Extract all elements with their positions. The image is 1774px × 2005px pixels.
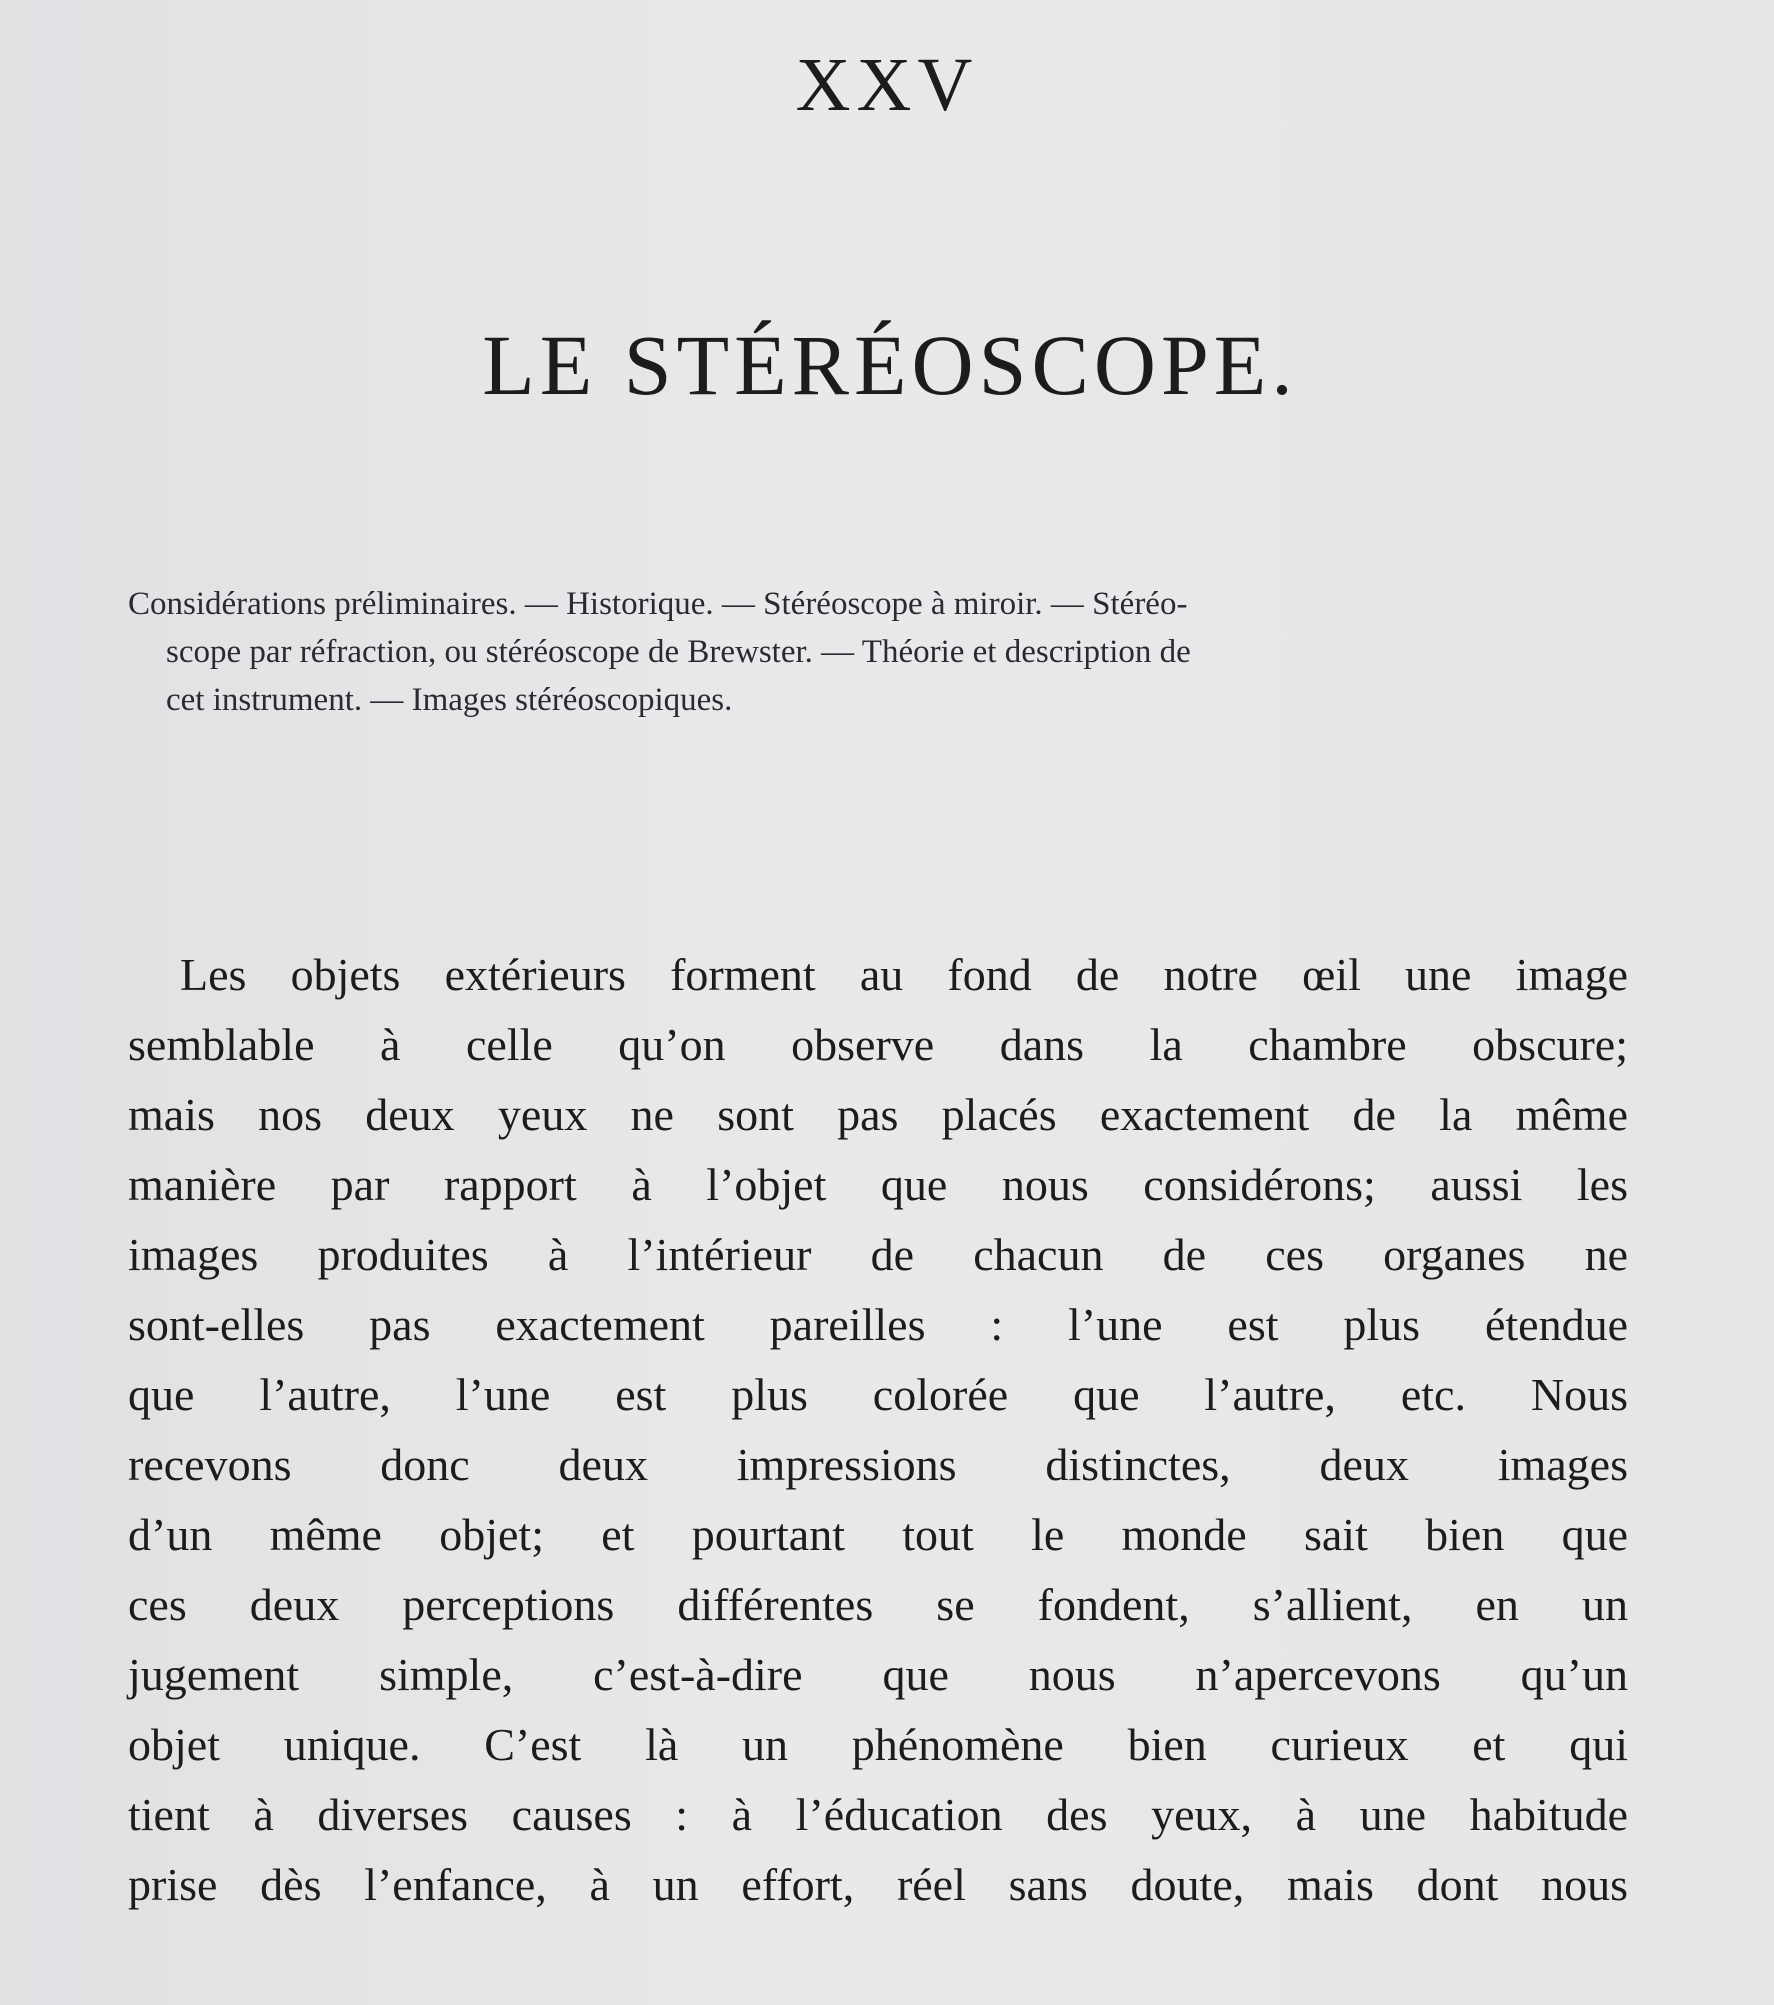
body-line: recevons donc deux impressions distinctes, deux images: [128, 1439, 1628, 1490]
body-line: jugement simple, c’est-à-dire que nous n’apercevons qu’un: [128, 1649, 1628, 1700]
chapter-summary: [128, 580, 1636, 724]
body-line: mais nos deux yeux ne sont pas placés exactement de la même: [128, 1089, 1628, 1140]
chapter-title: LE STÉRÉOSCOPE.: [482, 317, 1298, 413]
body-line: manière par rapport à l’objet que nous considérons; aussi les: [128, 1159, 1628, 1210]
summary-line: Considérations préliminaires. — Historique. — Stéréoscope à miroir. — Stéréo-: [128, 586, 1188, 622]
body-line: sont-elles pas exactement pareilles : l’une est plus étendue: [128, 1299, 1628, 1350]
body-paragraph: [128, 940, 1628, 1920]
body-line: que l’autre, l’une est plus colorée que l’autre, etc. Nous: [128, 1369, 1628, 1420]
body-line: ces deux perceptions différentes se fondent, s’allient, en un: [128, 1579, 1628, 1630]
summary-line: scope par réfraction, ou stéréoscope de Brewster. — Théorie et description de: [166, 634, 1191, 670]
body-line: semblable à celle qu’on observe dans la chambre obscure;: [128, 1019, 1628, 1070]
body-line: objet unique. C’est là un phénomène bien curieux et qui: [128, 1719, 1628, 1770]
chapter-number: XXV: [795, 43, 979, 127]
summary-line: cet instrument. — Images stéréoscopiques.: [166, 682, 733, 718]
body-line: Les objets extérieurs forment au fond de notre œil une image: [180, 949, 1628, 1000]
body-line: images produites à l’intérieur de chacun de ces organes ne: [128, 1229, 1628, 1280]
body-line: prise dès l’enfance, à un effort, réel sans doute, mais dont nous: [128, 1859, 1628, 1910]
body-line: d’un même objet; et pourtant tout le monde sait bien que: [128, 1509, 1628, 1560]
body-line: tient à diverses causes : à l’éducation des yeux, à une habitude: [128, 1789, 1628, 1840]
